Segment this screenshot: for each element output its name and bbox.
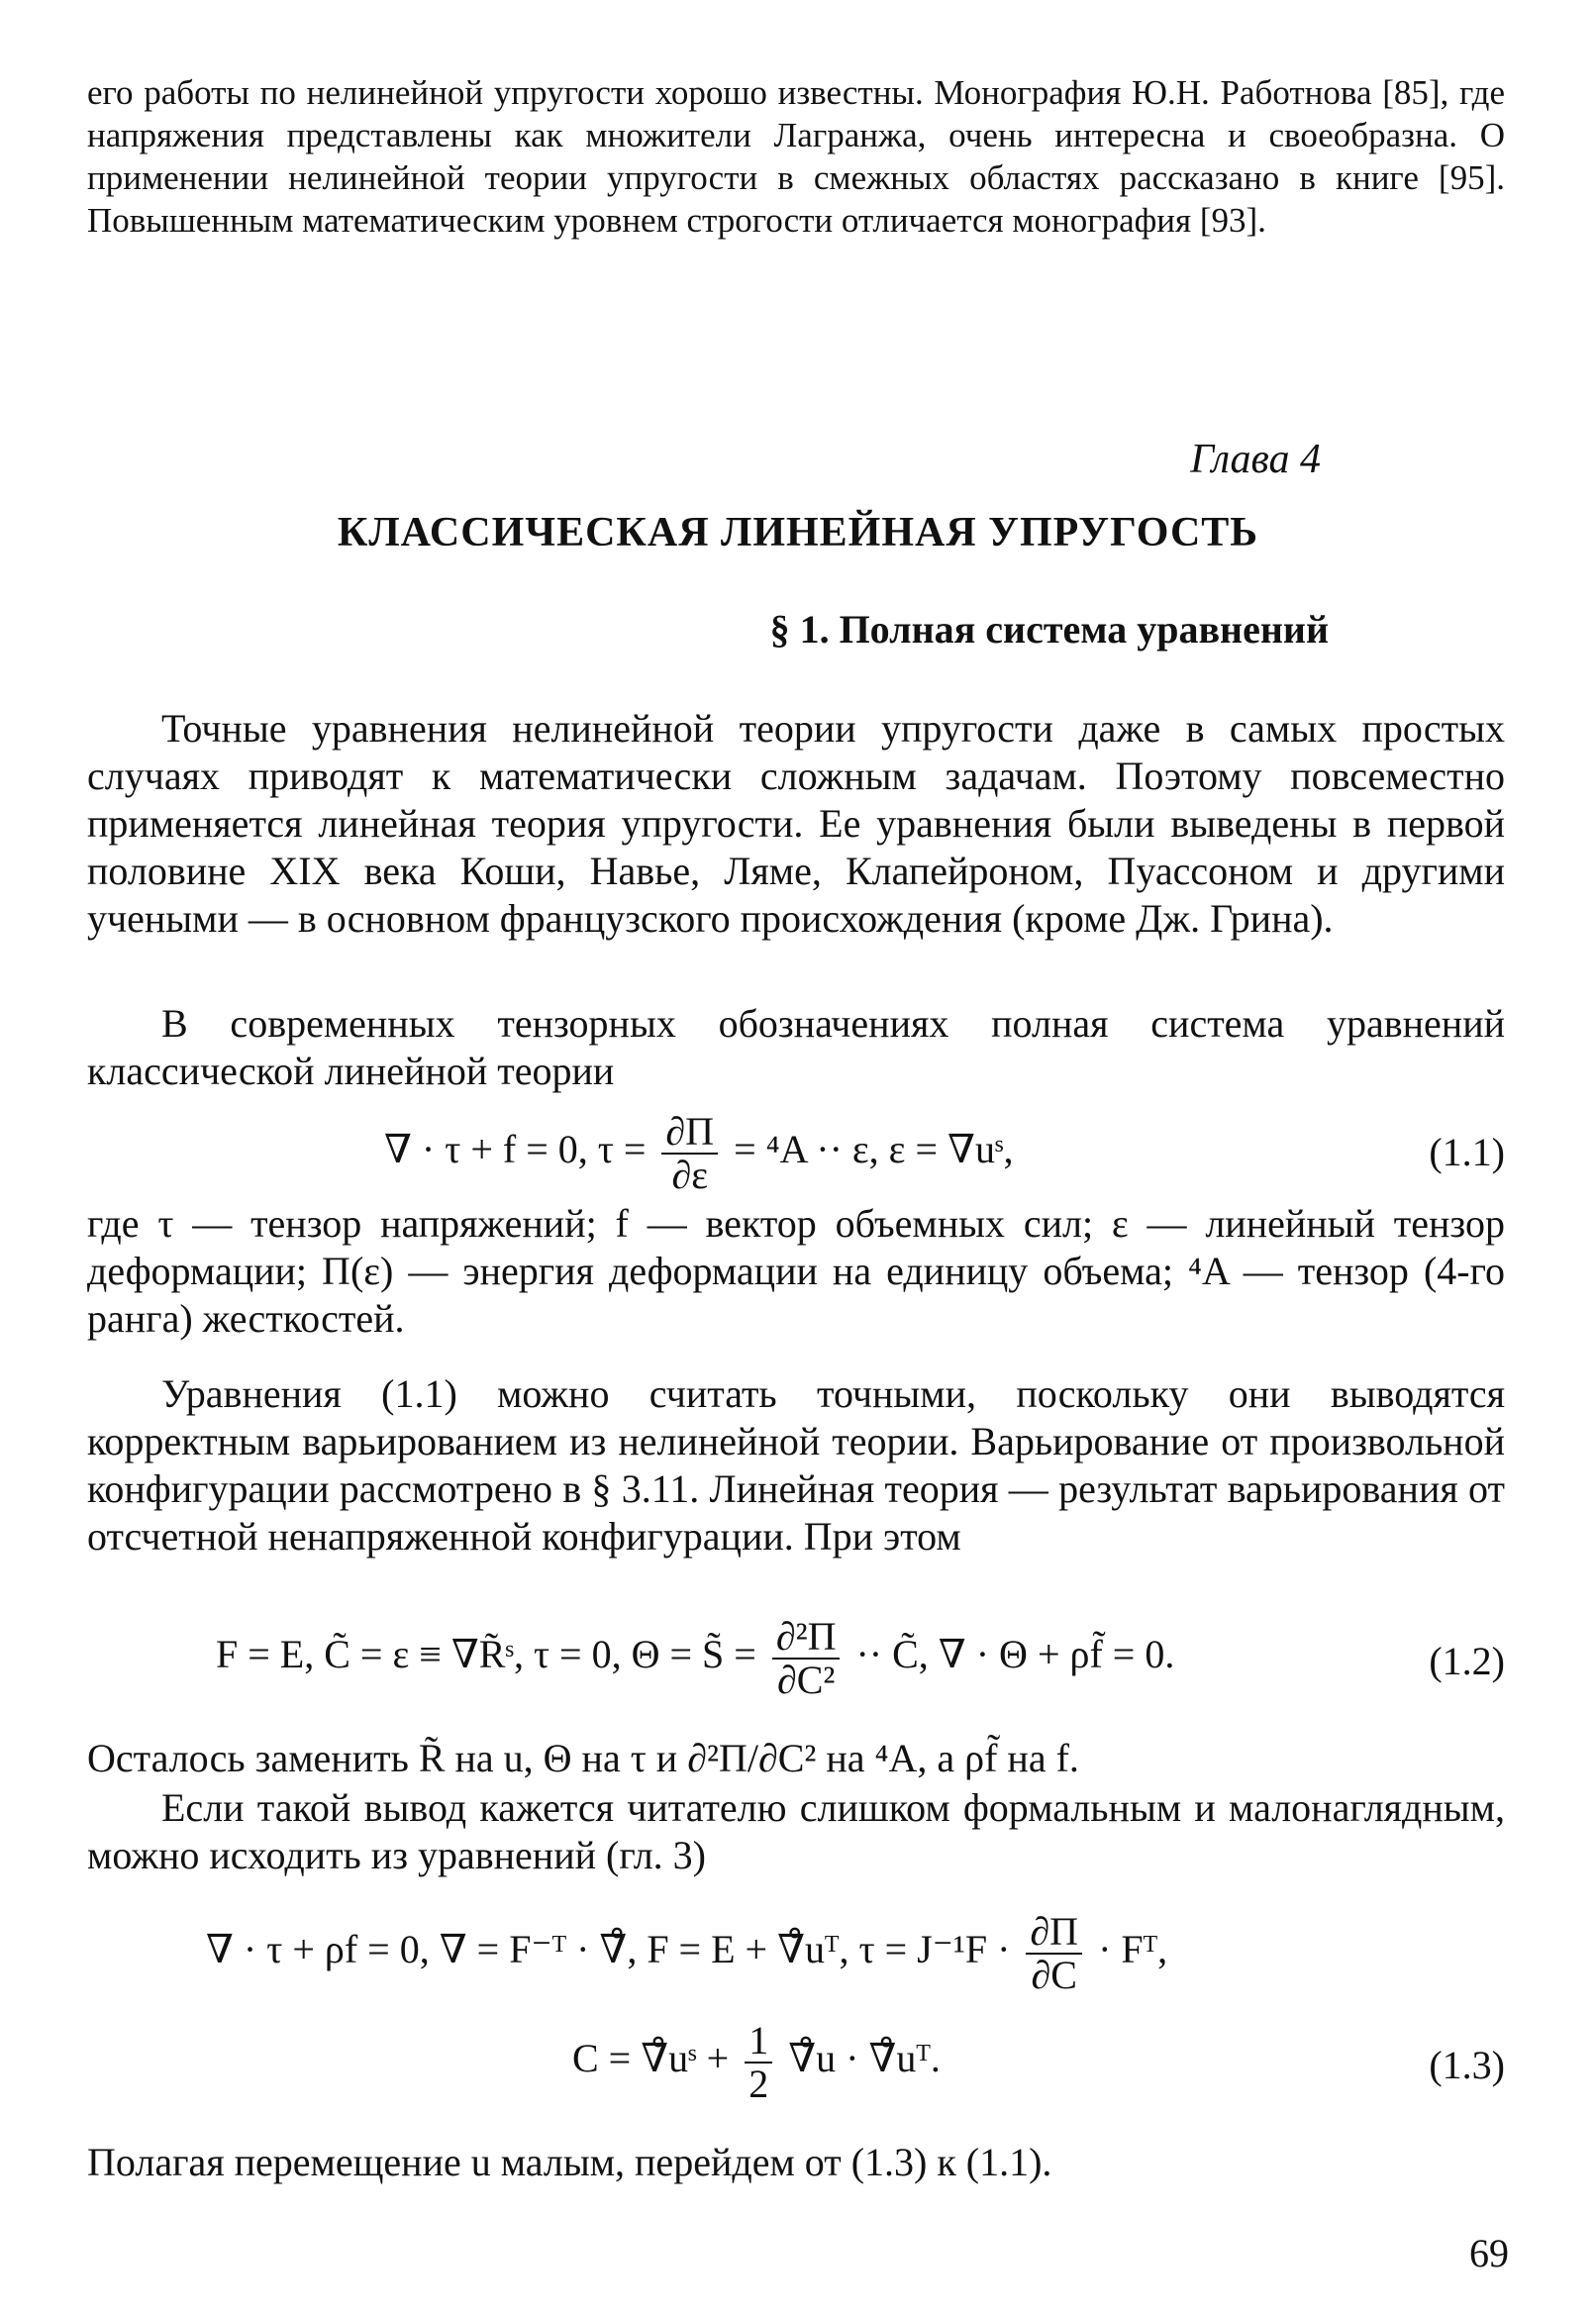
substitution-line: Осталось заменить R̃ на u, Θ на τ и ∂²П/∂C² на ⁴A, а ρf̃ на f. xyxy=(87,1736,1079,1780)
eq13a-right: · Fᵀ, xyxy=(1098,1927,1168,1972)
eq12-denominator: ∂C² xyxy=(776,1658,836,1702)
page-number: 69 xyxy=(1469,2231,1509,2275)
eq13b-numerator: 1 xyxy=(745,2020,772,2064)
eq12-fraction xyxy=(772,1616,841,1701)
eq13a-fraction xyxy=(1026,1911,1082,1996)
eq13b-denominator: 2 xyxy=(748,2062,769,2106)
equation-1-3a xyxy=(87,1911,1505,2000)
equation-number: (1.1) xyxy=(1429,1130,1505,1174)
eq11-fraction xyxy=(661,1111,718,1196)
eq13a-left: ∇ · τ + ρf = 0, ∇ = F⁻ᵀ · ∇̊, F = E + ∇̊uᵀ, τ = J⁻¹F · xyxy=(206,1927,1011,1972)
section-title: § 1. Полная система уравнений xyxy=(769,607,1329,652)
paragraph-1: Точные уравнения нелинейной теории упругости даже в самых простых случаях приводят к математически сложным задачам. Поэтому повсеместно применяется линейная теория упругости. Ее уравнения были выведены в первой половине XIX века Коши, Навье, Ляме, Клапейроном, Пуассоном и другими учеными — в основном французского происхождения (кроме Дж. Грина). xyxy=(87,706,1505,941)
eq13b-right: ∇̊u · ∇̊uᵀ. xyxy=(788,2036,941,2081)
notation-paragraph: где τ — тензор напряжений; f — вектор объемных сил; ε — линейный тензор деформации; П(ε) — энергия деформации на единицу объема; ⁴A — тензор (4-го ранга) жесткостей. xyxy=(87,1201,1505,1341)
eq11-left: ∇ · τ + f = 0, τ = xyxy=(384,1127,647,1172)
chapter-label: Глава 4 xyxy=(1190,437,1321,482)
eq12-left: F = E, C̃ = ε ≡ ∇R̃ˢ, τ = 0, Θ = S̃ = xyxy=(216,1632,756,1677)
equation-1-3b xyxy=(87,2020,1505,2119)
eq11-denominator: ∂ε xyxy=(671,1153,709,1197)
eq11-numerator: ∂П xyxy=(661,1111,718,1155)
eq13a-numerator: ∂П xyxy=(1026,1911,1082,1955)
equation-1-2 xyxy=(87,1616,1505,1715)
equation-number: (1.3) xyxy=(1429,2043,1505,2087)
equation-1-1 xyxy=(87,1109,1505,1197)
eq12-right: ·· C̃, ∇ · Θ + ρf̃ = 0. xyxy=(855,1632,1175,1677)
paragraph-4: Если такой вывод кажется читателю слишком формальным и малонаглядным, можно исходить из уравнений (гл. 3) xyxy=(87,1785,1505,1877)
eq11-right: = ⁴A ·· ε, ε = ∇uˢ, xyxy=(734,1127,1014,1172)
eq13b-left: C = ∇̊uˢ + xyxy=(572,2036,730,2081)
chapter-title: КЛАССИЧЕСКАЯ ЛИНЕЙНАЯ УПРУГОСТЬ xyxy=(337,510,1259,555)
paragraph-2: В современных тензорных обозначениях полная система уравнений классической линейной теории xyxy=(87,1001,1505,1093)
final-line: Полагая перемещение u малым, перейдем от (1.3) к (1.1). xyxy=(87,2140,1052,2184)
eq13a-denominator: ∂C xyxy=(1031,1953,1077,1997)
intro-paragraph: его работы по нелинейной упругости хорошо известны. Монография Ю.Н. Работнова [85], где напряжения представлены как множители Лагранжа, очень интересна и своеобразна. О применении нелинейной теории упругости в смежных областях рассказано в книге [95]. Повышенным математическим уровнем строгости отличается монография [93]. xyxy=(87,73,1505,240)
paragraph-3: Уравнения (1.1) можно считать точными, поскольку они выводятся корректным варьированием из нелинейной теории. Варьирование от произвольной конфигурации рассмотрено в § 3.11. Линейная теория — результат варьирования от отсчетной ненапряженной конфигурации. При этом xyxy=(87,1371,1505,1559)
eq13b-fraction xyxy=(745,2020,772,2105)
eq12-numerator: ∂²П xyxy=(772,1616,841,1660)
equation-number: (1.2) xyxy=(1429,1639,1505,1683)
